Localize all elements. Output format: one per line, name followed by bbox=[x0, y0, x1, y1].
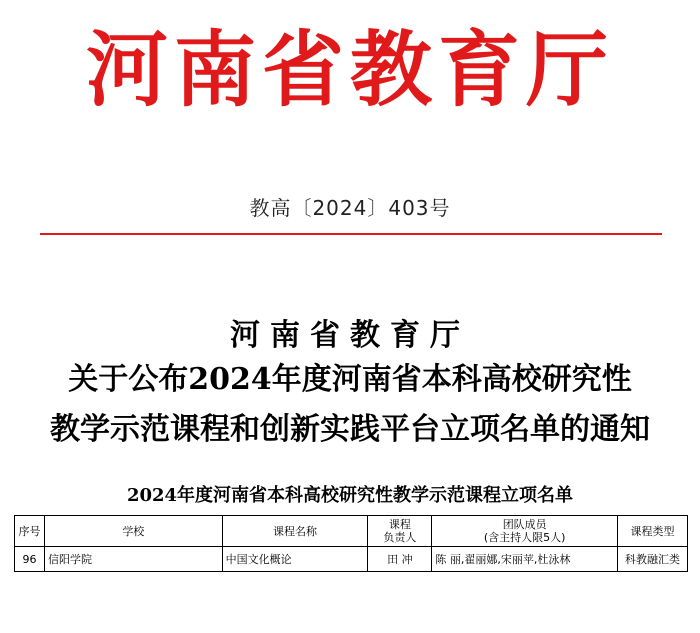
document-number: 教高〔2024〕403号 bbox=[249, 196, 451, 220]
header-seq: 序号 bbox=[15, 516, 45, 547]
notice-issuer: 河南省教育厅 bbox=[230, 318, 470, 353]
cell-seq: 96 bbox=[15, 547, 45, 572]
notice-title-line-1: 关于公布2024年度河南省本科高校研究性 bbox=[68, 362, 632, 397]
cell-type: 科教融汇类 bbox=[618, 547, 688, 572]
header-team bbox=[432, 516, 618, 547]
header-school: 学校 bbox=[44, 516, 222, 547]
cell-team: 陈 丽,翟丽娜,宋丽苹,杜泳林 bbox=[432, 547, 618, 572]
header-course: 课程名称 bbox=[222, 516, 368, 547]
cell-school: 信阳学院 bbox=[44, 547, 222, 572]
red-divider bbox=[40, 233, 662, 235]
list-title: 2024年度河南省本科高校研究性教学示范课程立项名单 bbox=[126, 485, 574, 506]
header-lead-line-2: 负责人 bbox=[383, 531, 417, 544]
table-row bbox=[15, 547, 688, 572]
project-table bbox=[14, 515, 688, 572]
cell-course: 中国文化概论 bbox=[222, 547, 368, 572]
header-team-line-2: (含主持人限5人) bbox=[483, 531, 566, 544]
header-lead bbox=[368, 516, 432, 547]
notice-title-line-2: 教学示范课程和创新实践平台立项名单的通知 bbox=[50, 412, 650, 447]
header-title: 河南省教育厅 bbox=[85, 22, 614, 118]
header-type: 课程类型 bbox=[618, 516, 688, 547]
header-team-line-1: 团队成员 bbox=[502, 518, 547, 531]
table-header-row bbox=[15, 516, 688, 547]
header-lead-line-1: 课程 bbox=[388, 518, 411, 531]
cell-lead: 田 冲 bbox=[368, 547, 432, 572]
